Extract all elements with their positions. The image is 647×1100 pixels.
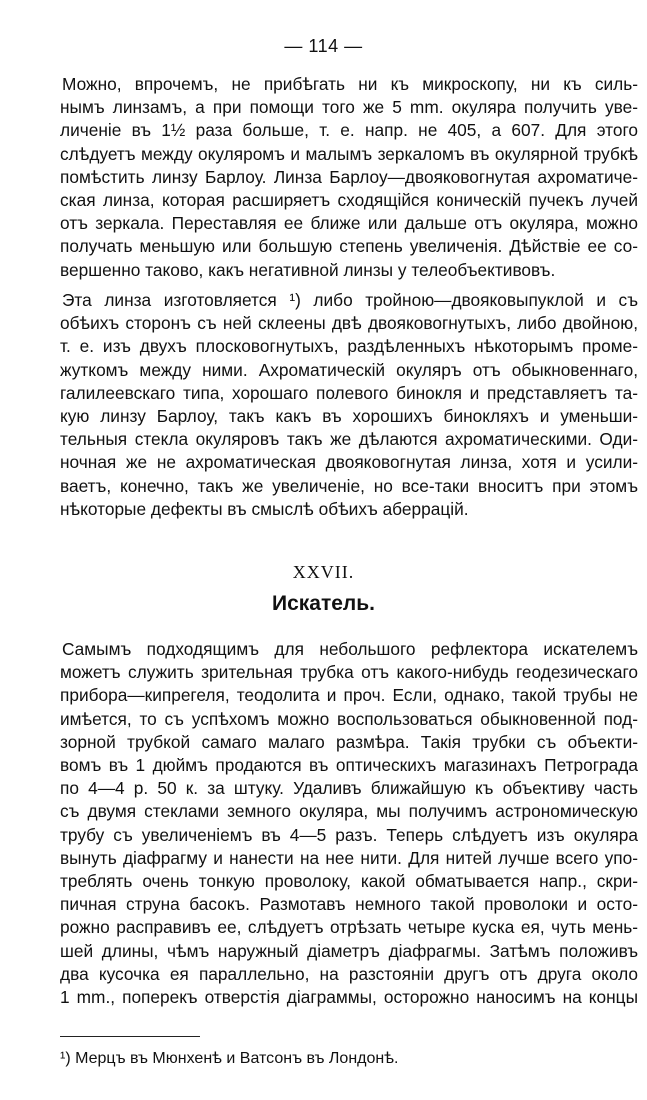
page-number: — 114 — (284, 36, 363, 56)
text-line: трубу съ увеличеніемъ въ 4—5 разъ. Теперь слѣдуетъ изъ окуляра (60, 824, 638, 845)
text-line: пичная струна басокъ. Размотавъ немного такой проволоки и осто- (60, 894, 638, 915)
text-line: треблять очень тонкую проволоку, какой обматывается напр., скри- (60, 871, 638, 892)
text-line: вынуть діафрагму и нанести на нее нити. Для нитей лучше всего упо- (60, 847, 638, 868)
text-line: галилеевскаго типа, хорошаго полевого бинокля и представляетъ та- (60, 382, 638, 403)
text-line: Самымъ подходящимъ для небольшого рефлектора искателемъ (62, 639, 638, 659)
text-line: тельныя стекла окуляровъ такъ же дѣлаются ахроматическими. Оди- (60, 429, 638, 450)
paragraph-finder (60, 638, 638, 1009)
chapter-number: XXVII. (292, 562, 355, 582)
text-line: вомъ въ 1 дюймъ продаются въ оптическихъ магазинахъ Петрограда (60, 755, 638, 776)
text-line: помѣстить линзу Барлоу. Линза Барлоу—двояковогнутая ахроматиче- (60, 166, 638, 187)
footnote: ¹) Мерцъ въ Мюнхенѣ и Ватсонъ въ Лондонѣ. (60, 1050, 399, 1067)
text-line: имѣется, то съ успѣхомъ можно воспользоваться обыкновенной под- (60, 708, 638, 729)
text-line: вершенно таково, какъ негативной линзы у телеобъективовъ. (60, 259, 556, 280)
text-line: по 4—4 р. 50 к. за штуку. Удаливъ ближайшую къ объективу часть (60, 778, 638, 799)
text-line: 1 mm., поперекъ отверстія діаграммы, осторожно наносимъ на концы (60, 987, 638, 1008)
text-line: обѣихъ сторонъ съ ней склеены двѣ двояковогнутыхъ, либо двойною, (60, 313, 638, 334)
text-line: отъ зеркала. Переставляя ее ближе или дальше отъ окуляра, можно (60, 213, 638, 234)
text-line: зорной трубкой самаго малаго размѣра. Такія трубки съ объекти- (60, 731, 638, 752)
text-line: т. е. изъ двухъ плосковогнутыхъ, раздѣленныхъ нѣкоторымъ проме- (60, 336, 638, 357)
text-line: можетъ служить зрительная трубка отъ какого-нибудь геодезическаго (60, 662, 638, 683)
text-line: личеніе въ 1½ раза больше, т. е. напр. не 405, а 607. Для этого (60, 120, 638, 141)
paragraph-barlow-lens (60, 73, 638, 282)
chapter-title: Искатель. (271, 592, 375, 615)
text-line: два кусочка ея параллельно, на разстояніи другъ отъ друга около (60, 963, 638, 984)
text-line: нымъ линзамъ, а при помощи того же 5 mm. окуляра получить уве- (60, 97, 638, 118)
text-line: ваетъ, конечно, такъ же увеличеніе, но все-таки вноситъ при этомъ (60, 475, 638, 496)
paragraph-lens-construction (60, 289, 638, 521)
text-line: ская линза, которая расширяетъ сходящійся коническій пучекъ лучей (60, 190, 638, 211)
text-line: съ двумя стеклами земного окуляра, мы получимъ астрономическую (60, 801, 638, 822)
text-line: кую линзу Барлоу, такъ какъ въ хорошихъ бинокляхъ и уменьши- (60, 406, 638, 427)
text-line: нѣкоторые дефекты въ смыслѣ обѣихъ аберрацій. (60, 498, 469, 519)
text-line: жуткомъ между ними. Ахроматическій окуляръ отъ обыкновеннаго, (60, 359, 638, 380)
text-line: рожно расправивъ ее, слѣдуетъ отрѣзать четыре куска ея, чуть мень- (60, 917, 638, 938)
text-line: прибора—кипрегеля, теодолита и проч. Если, однако, такой трубы не (60, 685, 638, 706)
text-line: получать меньшую или большую степень увеличенія. Дѣйствіе ее со- (60, 236, 638, 257)
footnote-divider (60, 1036, 200, 1037)
text-line: ночная же не ахроматическая двояковогнутая линза, хотя и усили- (60, 452, 638, 473)
text-line: шей длины, чѣмъ наружный діаметръ діафрагмы. Затѣмъ положивъ (60, 940, 638, 961)
text-line: слѣдуетъ между окуляромъ и малымъ зеркаломъ въ окулярной трубкѣ (60, 143, 638, 164)
text-line: Эта линза изготовляется ¹) либо тройною—двояковыпуклой и съ (62, 290, 638, 310)
text-line: Можно, впрочемъ, не прибѣгать ни къ микроскопу, ни къ силь- (62, 74, 638, 94)
